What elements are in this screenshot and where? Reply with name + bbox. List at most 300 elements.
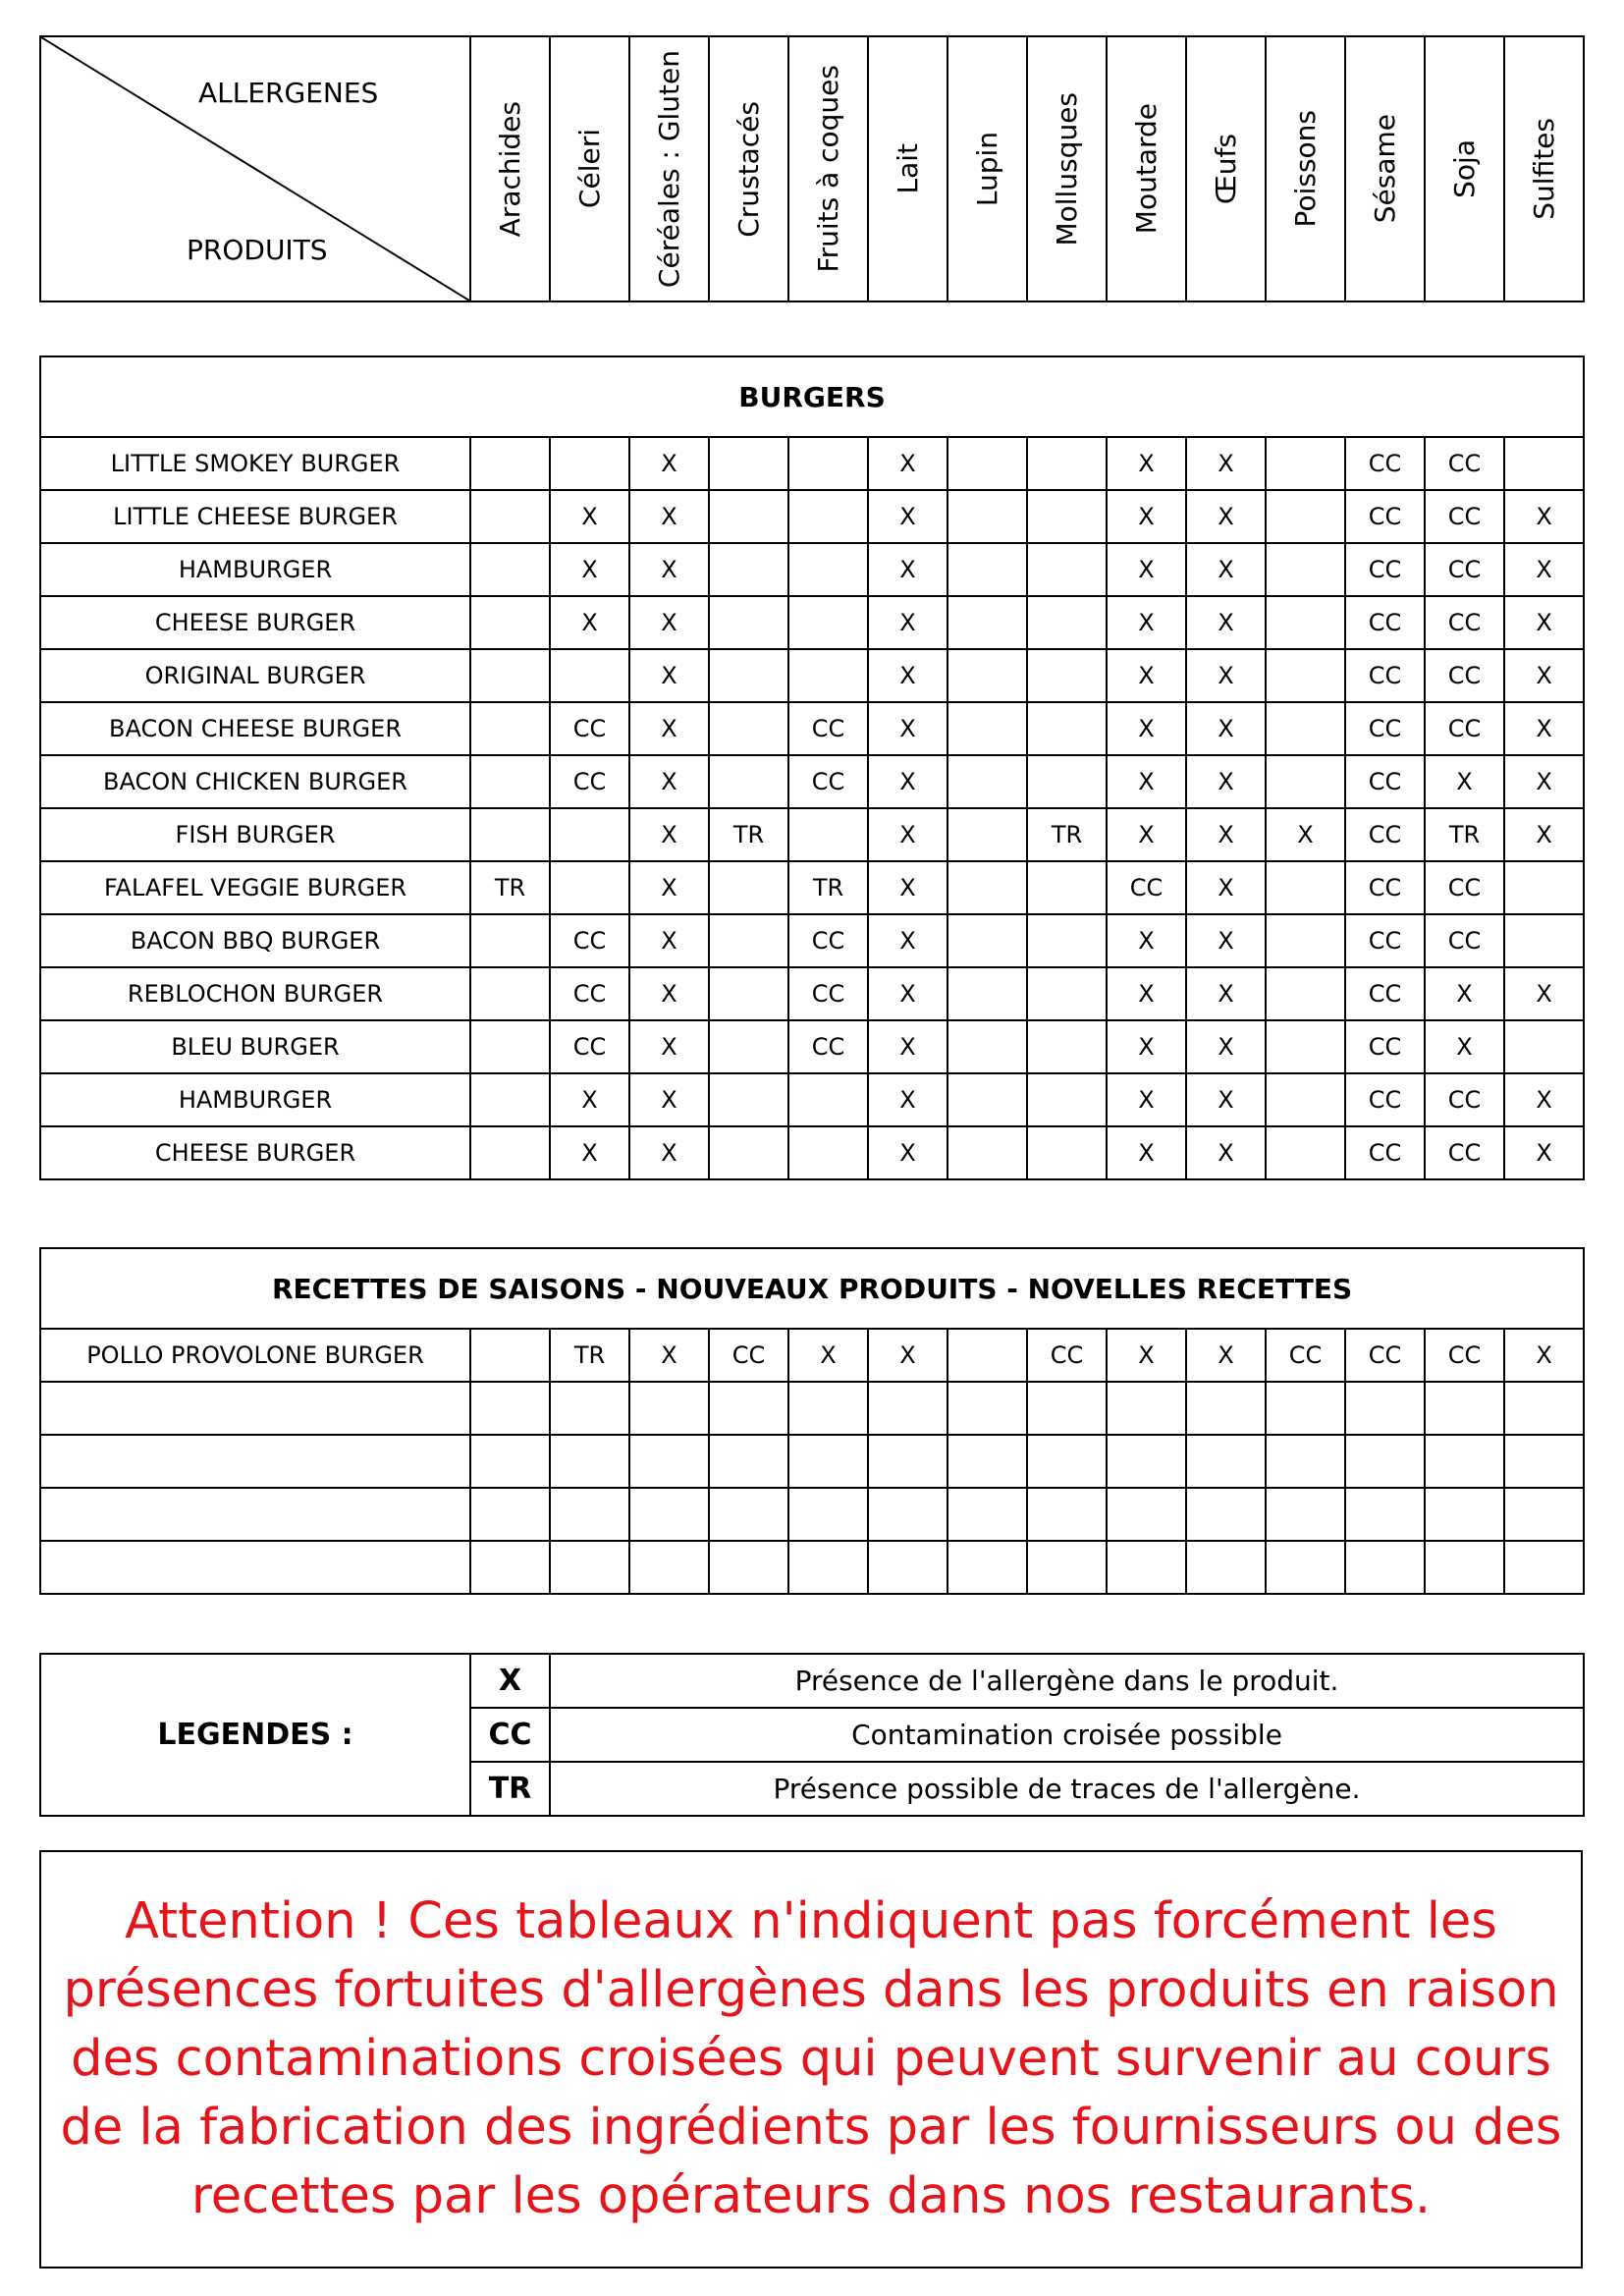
allergen-cell: X (1425, 967, 1504, 1020)
allergen-cell: X (629, 808, 709, 861)
allergen-cell: X (1186, 808, 1266, 861)
allergen-cell: CC (1345, 596, 1425, 649)
product-name: FISH BURGER (40, 808, 470, 861)
allergen-cell: CC (1027, 1329, 1107, 1382)
product-row (40, 808, 1584, 861)
allergen-cell (947, 755, 1027, 808)
allergen-cell: X (1107, 1329, 1186, 1382)
attention-notice-text: Attention ! Ces tableaux n'indiquent pas forcément les présences fortuites d'allergènes dans les produits en raison des contaminations croisées qui peuvent survenir au cours de la fabrication des ingrédients par les fournisseurs ou des recettes par les opérateurs dans nos restaurants. (60, 1892, 1562, 2225)
allergen-cell: X (1504, 702, 1584, 755)
allergen-cell (1107, 1382, 1186, 1435)
allergen-cell: X (1107, 649, 1186, 702)
allergen-column-header (1107, 36, 1186, 301)
allergen-cell (788, 1435, 868, 1488)
allergen-cell: X (1107, 755, 1186, 808)
allergen-cell (788, 649, 868, 702)
product-name: BLEU BURGER (40, 1020, 470, 1073)
allergen-cell: CC (788, 1020, 868, 1073)
allergen-cell (1266, 1073, 1345, 1126)
allergen-cell: X (629, 1020, 709, 1073)
product-name (40, 1541, 470, 1594)
legend-description: Présence de l'allergène dans le produit. (550, 1654, 1584, 1708)
allergen-cell: X (1504, 1329, 1584, 1382)
allergen-cell (947, 702, 1027, 755)
allergen-cell: CC (1345, 1126, 1425, 1179)
allergen-cell: CC (1345, 1020, 1425, 1073)
allergen-cell: X (629, 1329, 709, 1382)
allergen-cell (1266, 437, 1345, 490)
seasonal-rows (40, 1329, 1584, 1594)
allergen-cell (1027, 543, 1107, 596)
allergen-cell (1504, 1382, 1584, 1435)
product-row (40, 596, 1584, 649)
product-name (40, 1382, 470, 1435)
allergen-header-row (40, 36, 1584, 301)
allergen-column-header (947, 36, 1027, 301)
allergen-cell (709, 596, 788, 649)
allergen-cell: X (868, 755, 947, 808)
allergen-cell (629, 1541, 709, 1594)
allergen-cell: X (1186, 490, 1266, 543)
header-corner-cell (40, 36, 470, 301)
burgers-section-title: BURGERS (40, 356, 1584, 437)
allergen-cell (947, 1073, 1027, 1126)
allergen-cell (1266, 1541, 1345, 1594)
allergen-cell (709, 649, 788, 702)
allergen-cell (788, 596, 868, 649)
allergen-cell (1425, 1435, 1504, 1488)
allergen-cell (947, 914, 1027, 967)
allergen-cell (1266, 967, 1345, 1020)
product-name: HAMBURGER (40, 543, 470, 596)
legend-title: LEGENDES : (40, 1654, 470, 1816)
burgers-table (39, 355, 1585, 1180)
allergen-cell (1504, 914, 1584, 967)
allergen-name: Moutarde (1130, 103, 1163, 235)
allergen-cell (947, 1488, 1027, 1541)
allergen-name: Mollusques (1051, 91, 1083, 246)
product-name (40, 1435, 470, 1488)
allergen-cell: X (868, 702, 947, 755)
allergen-cell (1027, 914, 1107, 967)
allergen-cell: CC (1345, 1329, 1425, 1382)
product-row (40, 1020, 1584, 1073)
allergen-cell (788, 1126, 868, 1179)
allergen-column-header (1345, 36, 1425, 301)
seasonal-section-title: RECETTES DE SAISONS - NOUVEAUX PRODUITS - NOVELLES RECETTES (40, 1248, 1584, 1329)
allergen-cell (709, 437, 788, 490)
allergen-cell: CC (788, 702, 868, 755)
allergen-cell: X (629, 649, 709, 702)
allergen-cell (709, 967, 788, 1020)
allergen-name: Arachides (494, 100, 526, 238)
allergen-cell: X (550, 1073, 629, 1126)
allergen-cell: X (1186, 1329, 1266, 1382)
allergen-cell: X (868, 914, 947, 967)
allergen-cell (1027, 1541, 1107, 1594)
allergen-cell (947, 490, 1027, 543)
allergen-cell: X (1504, 808, 1584, 861)
allergen-cell: X (868, 437, 947, 490)
allergen-column-header (470, 36, 550, 301)
allergen-cell (1345, 1541, 1425, 1594)
allergen-cell: X (1504, 649, 1584, 702)
allergen-cell: CC (788, 914, 868, 967)
allergen-name: Céréales : Gluten (653, 49, 685, 289)
allergen-cell: CC (1345, 967, 1425, 1020)
legend-table (39, 1653, 1585, 1817)
allergen-column-header (1266, 36, 1345, 301)
allergen-cell: CC (550, 755, 629, 808)
allergen-cell (1107, 1488, 1186, 1541)
allergen-cell: X (868, 649, 947, 702)
allergen-cell (947, 1020, 1027, 1073)
burgers-rows (40, 437, 1584, 1179)
allergen-cell: CC (1425, 596, 1504, 649)
allergen-name: Sulfites (1528, 118, 1560, 220)
allergen-cell: X (1107, 490, 1186, 543)
allergen-cell (947, 543, 1027, 596)
allergen-cell (868, 1435, 947, 1488)
allergen-cell (788, 1488, 868, 1541)
allergen-column-header (868, 36, 947, 301)
allergen-cell (1266, 1435, 1345, 1488)
allergen-column-header (1504, 36, 1584, 301)
allergen-cell: X (629, 861, 709, 914)
allergen-cell: CC (1425, 649, 1504, 702)
allergen-cell (947, 808, 1027, 861)
allergen-cell: X (1107, 808, 1186, 861)
allergen-cell (947, 649, 1027, 702)
allergen-cell: X (1107, 596, 1186, 649)
allergen-cell: X (868, 543, 947, 596)
allergen-cell (1107, 1435, 1186, 1488)
allergen-cell (1027, 1488, 1107, 1541)
legend-description: Présence possible de traces de l'allergène. (550, 1762, 1584, 1816)
allergen-cell (1345, 1488, 1425, 1541)
allergen-column-header (1186, 36, 1266, 301)
allergen-cell (550, 1435, 629, 1488)
allergen-cell (1345, 1435, 1425, 1488)
allergen-cell: TR (470, 861, 550, 914)
allergen-cell: X (1186, 1126, 1266, 1179)
allergen-name: Céleri (573, 129, 606, 209)
allergen-cell (1186, 1488, 1266, 1541)
allergen-cell (1504, 1488, 1584, 1541)
allergen-cell (1027, 1020, 1107, 1073)
allergen-name: Soja (1448, 139, 1481, 198)
allergen-cell: CC (550, 702, 629, 755)
allergen-column-header (788, 36, 868, 301)
allergen-cell (709, 1541, 788, 1594)
allergen-cell: X (1504, 967, 1584, 1020)
allergen-cell: X (1425, 755, 1504, 808)
allergen-cell (1425, 1382, 1504, 1435)
product-row (40, 1435, 1584, 1488)
allergen-cell (1107, 1541, 1186, 1594)
allergen-cell: CC (709, 1329, 788, 1382)
allergen-cell (1266, 596, 1345, 649)
allergen-cell: X (1186, 1020, 1266, 1073)
allergen-cell: X (629, 702, 709, 755)
product-row (40, 649, 1584, 702)
product-name: BACON BBQ BURGER (40, 914, 470, 967)
allergen-cell (788, 1382, 868, 1435)
product-row (40, 702, 1584, 755)
allergen-cell (947, 861, 1027, 914)
allergen-cell (1186, 1382, 1266, 1435)
produits-label: PRODUITS (187, 234, 328, 266)
allergen-cell (470, 1382, 550, 1435)
allergen-cell: X (1107, 967, 1186, 1020)
allergen-cell (1027, 1126, 1107, 1179)
product-row (40, 1382, 1584, 1435)
allergen-cell: CC (1425, 543, 1504, 596)
allergen-cell: CC (1345, 914, 1425, 967)
allergen-cell (1027, 1382, 1107, 1435)
allergen-cell: CC (1345, 490, 1425, 543)
allergen-cell (788, 1541, 868, 1594)
allergen-cell: CC (1345, 702, 1425, 755)
allergen-cell: X (1504, 1126, 1584, 1179)
allergen-cell: X (868, 1329, 947, 1382)
legend-code: TR (470, 1762, 550, 1816)
allergen-cell: X (550, 490, 629, 543)
allergen-cell: X (1186, 543, 1266, 596)
allergen-cell (868, 1541, 947, 1594)
allergen-cell: X (1186, 649, 1266, 702)
allergen-cell: X (1186, 861, 1266, 914)
allergen-cell (1027, 649, 1107, 702)
allergen-cell (1266, 861, 1345, 914)
allergen-cell (1266, 1126, 1345, 1179)
allergen-cell (470, 543, 550, 596)
allergen-cell: X (1107, 702, 1186, 755)
allergen-cell: X (1504, 543, 1584, 596)
allergen-cell (868, 1488, 947, 1541)
allergen-cell: X (1186, 755, 1266, 808)
allergen-column-header (709, 36, 788, 301)
allergen-cell: X (629, 967, 709, 1020)
allergen-cell: X (868, 1073, 947, 1126)
allergen-cell: CC (550, 914, 629, 967)
allergen-cell: X (868, 1020, 947, 1073)
product-name: CHEESE BURGER (40, 1126, 470, 1179)
allergen-cell (470, 1541, 550, 1594)
allergen-cell (470, 1126, 550, 1179)
allergen-cell (629, 1435, 709, 1488)
allergen-name: Fruits à coques (812, 65, 844, 273)
allergen-cell (947, 1435, 1027, 1488)
allergen-cell: TR (788, 861, 868, 914)
allergen-cell: CC (1345, 649, 1425, 702)
product-name: REBLOCHON BURGER (40, 967, 470, 1020)
allergen-cell (947, 1126, 1027, 1179)
allergen-cell: CC (550, 1020, 629, 1073)
product-row (40, 755, 1584, 808)
allergen-cell: X (629, 437, 709, 490)
allergen-cell: X (1107, 543, 1186, 596)
allergen-cell (709, 702, 788, 755)
allergen-cell: X (629, 755, 709, 808)
allergen-cell: X (788, 1329, 868, 1382)
product-row (40, 967, 1584, 1020)
allergen-cell: CC (1345, 755, 1425, 808)
allergen-cell: CC (1345, 808, 1425, 861)
allergen-header-table (39, 35, 1585, 302)
allergen-cell (1027, 490, 1107, 543)
allergen-cell (1266, 490, 1345, 543)
product-name: LITTLE CHEESE BURGER (40, 490, 470, 543)
allergen-cell (1266, 1020, 1345, 1073)
allergen-cell: X (1504, 755, 1584, 808)
allergen-cell (709, 1382, 788, 1435)
allergen-cell (1266, 702, 1345, 755)
allergen-cell: X (629, 596, 709, 649)
allergen-cell (1345, 1382, 1425, 1435)
allergen-cell (470, 1488, 550, 1541)
allergen-cell (550, 1541, 629, 1594)
allergen-cell (868, 1382, 947, 1435)
allergen-cell (470, 1329, 550, 1382)
allergen-cell: CC (1425, 914, 1504, 967)
allergen-cell (1504, 861, 1584, 914)
allergen-cell: X (1504, 490, 1584, 543)
allergen-cell (1504, 1435, 1584, 1488)
product-row (40, 1073, 1584, 1126)
product-name: LITTLE SMOKEY BURGER (40, 437, 470, 490)
allergen-cell: X (550, 596, 629, 649)
product-name: CHEESE BURGER (40, 596, 470, 649)
product-name: FALAFEL VEGGIE BURGER (40, 861, 470, 914)
allergen-cell: X (1504, 1073, 1584, 1126)
allergen-cell: TR (1027, 808, 1107, 861)
allergen-cell (788, 490, 868, 543)
allergen-cell (1027, 861, 1107, 914)
allergen-cell (470, 1073, 550, 1126)
allergen-column-header (629, 36, 709, 301)
allergen-cell: X (550, 1126, 629, 1179)
allergen-cell: X (868, 1126, 947, 1179)
allergen-cell: X (1186, 702, 1266, 755)
allergen-column-header (1425, 36, 1504, 301)
allergen-cell: CC (1425, 490, 1504, 543)
allergen-cell (470, 808, 550, 861)
allergen-cell: X (868, 808, 947, 861)
allergen-cell: X (1186, 967, 1266, 1020)
legend-description: Contamination croisée possible (550, 1708, 1584, 1762)
allergen-cell: X (868, 596, 947, 649)
allergen-cell (550, 649, 629, 702)
allergen-cell (947, 967, 1027, 1020)
allergen-cell: X (1266, 808, 1345, 861)
allergen-cell (947, 437, 1027, 490)
allergen-cell (788, 543, 868, 596)
allergen-cell (788, 1073, 868, 1126)
legend-row (40, 1654, 1584, 1708)
allergen-cell (1027, 1435, 1107, 1488)
allergen-cell: CC (1425, 437, 1504, 490)
allergen-cell (1504, 1541, 1584, 1594)
allergen-name: Crustacés (732, 100, 765, 238)
allergen-cell (470, 967, 550, 1020)
allergen-cell (470, 702, 550, 755)
allergen-cell: X (1186, 1073, 1266, 1126)
allergen-cell (709, 1073, 788, 1126)
allergen-cell: X (629, 914, 709, 967)
allergen-cell (470, 437, 550, 490)
allergen-name: Lupin (971, 131, 1003, 207)
allergen-cell: X (1186, 596, 1266, 649)
allergen-cell (550, 1382, 629, 1435)
allergen-name: Lait (892, 143, 924, 194)
allergen-cell: X (1107, 437, 1186, 490)
product-row (40, 1541, 1584, 1594)
allergen-cell (629, 1488, 709, 1541)
product-name: ORIGINAL BURGER (40, 649, 470, 702)
allergen-cell (1266, 543, 1345, 596)
product-row (40, 1329, 1584, 1382)
allergen-cell: TR (550, 1329, 629, 1382)
legend-code: X (470, 1654, 550, 1708)
allergen-cell (1425, 1488, 1504, 1541)
product-name: POLLO PROVOLONE BURGER (40, 1329, 470, 1382)
allergen-cell (550, 861, 629, 914)
allergen-cell (470, 755, 550, 808)
allergen-cell (1266, 649, 1345, 702)
allergen-cell (709, 861, 788, 914)
allergen-cell (1266, 755, 1345, 808)
allergen-cell: CC (1425, 702, 1504, 755)
allergen-cell (1027, 702, 1107, 755)
allergen-cell: CC (1425, 861, 1504, 914)
allergen-name: Œufs (1210, 133, 1242, 205)
allergen-cell (709, 490, 788, 543)
allergen-name: Poissons (1289, 110, 1322, 228)
allergen-cell: TR (709, 808, 788, 861)
allergen-cell: X (868, 967, 947, 1020)
allergen-cell: X (1425, 1020, 1504, 1073)
allergen-cell (1266, 1382, 1345, 1435)
allergen-cell (709, 755, 788, 808)
allergen-cell: X (1186, 437, 1266, 490)
allergen-cell (709, 1126, 788, 1179)
product-row (40, 861, 1584, 914)
allergen-cell: CC (1107, 861, 1186, 914)
allergen-cell: X (629, 1126, 709, 1179)
product-name: BACON CHEESE BURGER (40, 702, 470, 755)
product-row (40, 1126, 1584, 1179)
allergen-cell (709, 1020, 788, 1073)
allergen-cell (947, 1541, 1027, 1594)
product-row (40, 914, 1584, 967)
allergen-cell: CC (550, 967, 629, 1020)
seasonal-recipes-table (39, 1247, 1585, 1595)
allergen-cell: X (868, 490, 947, 543)
product-name: HAMBURGER (40, 1073, 470, 1126)
product-row (40, 490, 1584, 543)
allergen-cell (629, 1382, 709, 1435)
allergen-cell (470, 596, 550, 649)
allergen-column-header (1027, 36, 1107, 301)
allergen-cell: X (1186, 914, 1266, 967)
legend-code: CC (470, 1708, 550, 1762)
allergen-column-header (550, 36, 629, 301)
allergen-cell: CC (1266, 1329, 1345, 1382)
allergen-cell (1266, 914, 1345, 967)
allergen-cell (709, 543, 788, 596)
allergen-cell: X (1107, 914, 1186, 967)
